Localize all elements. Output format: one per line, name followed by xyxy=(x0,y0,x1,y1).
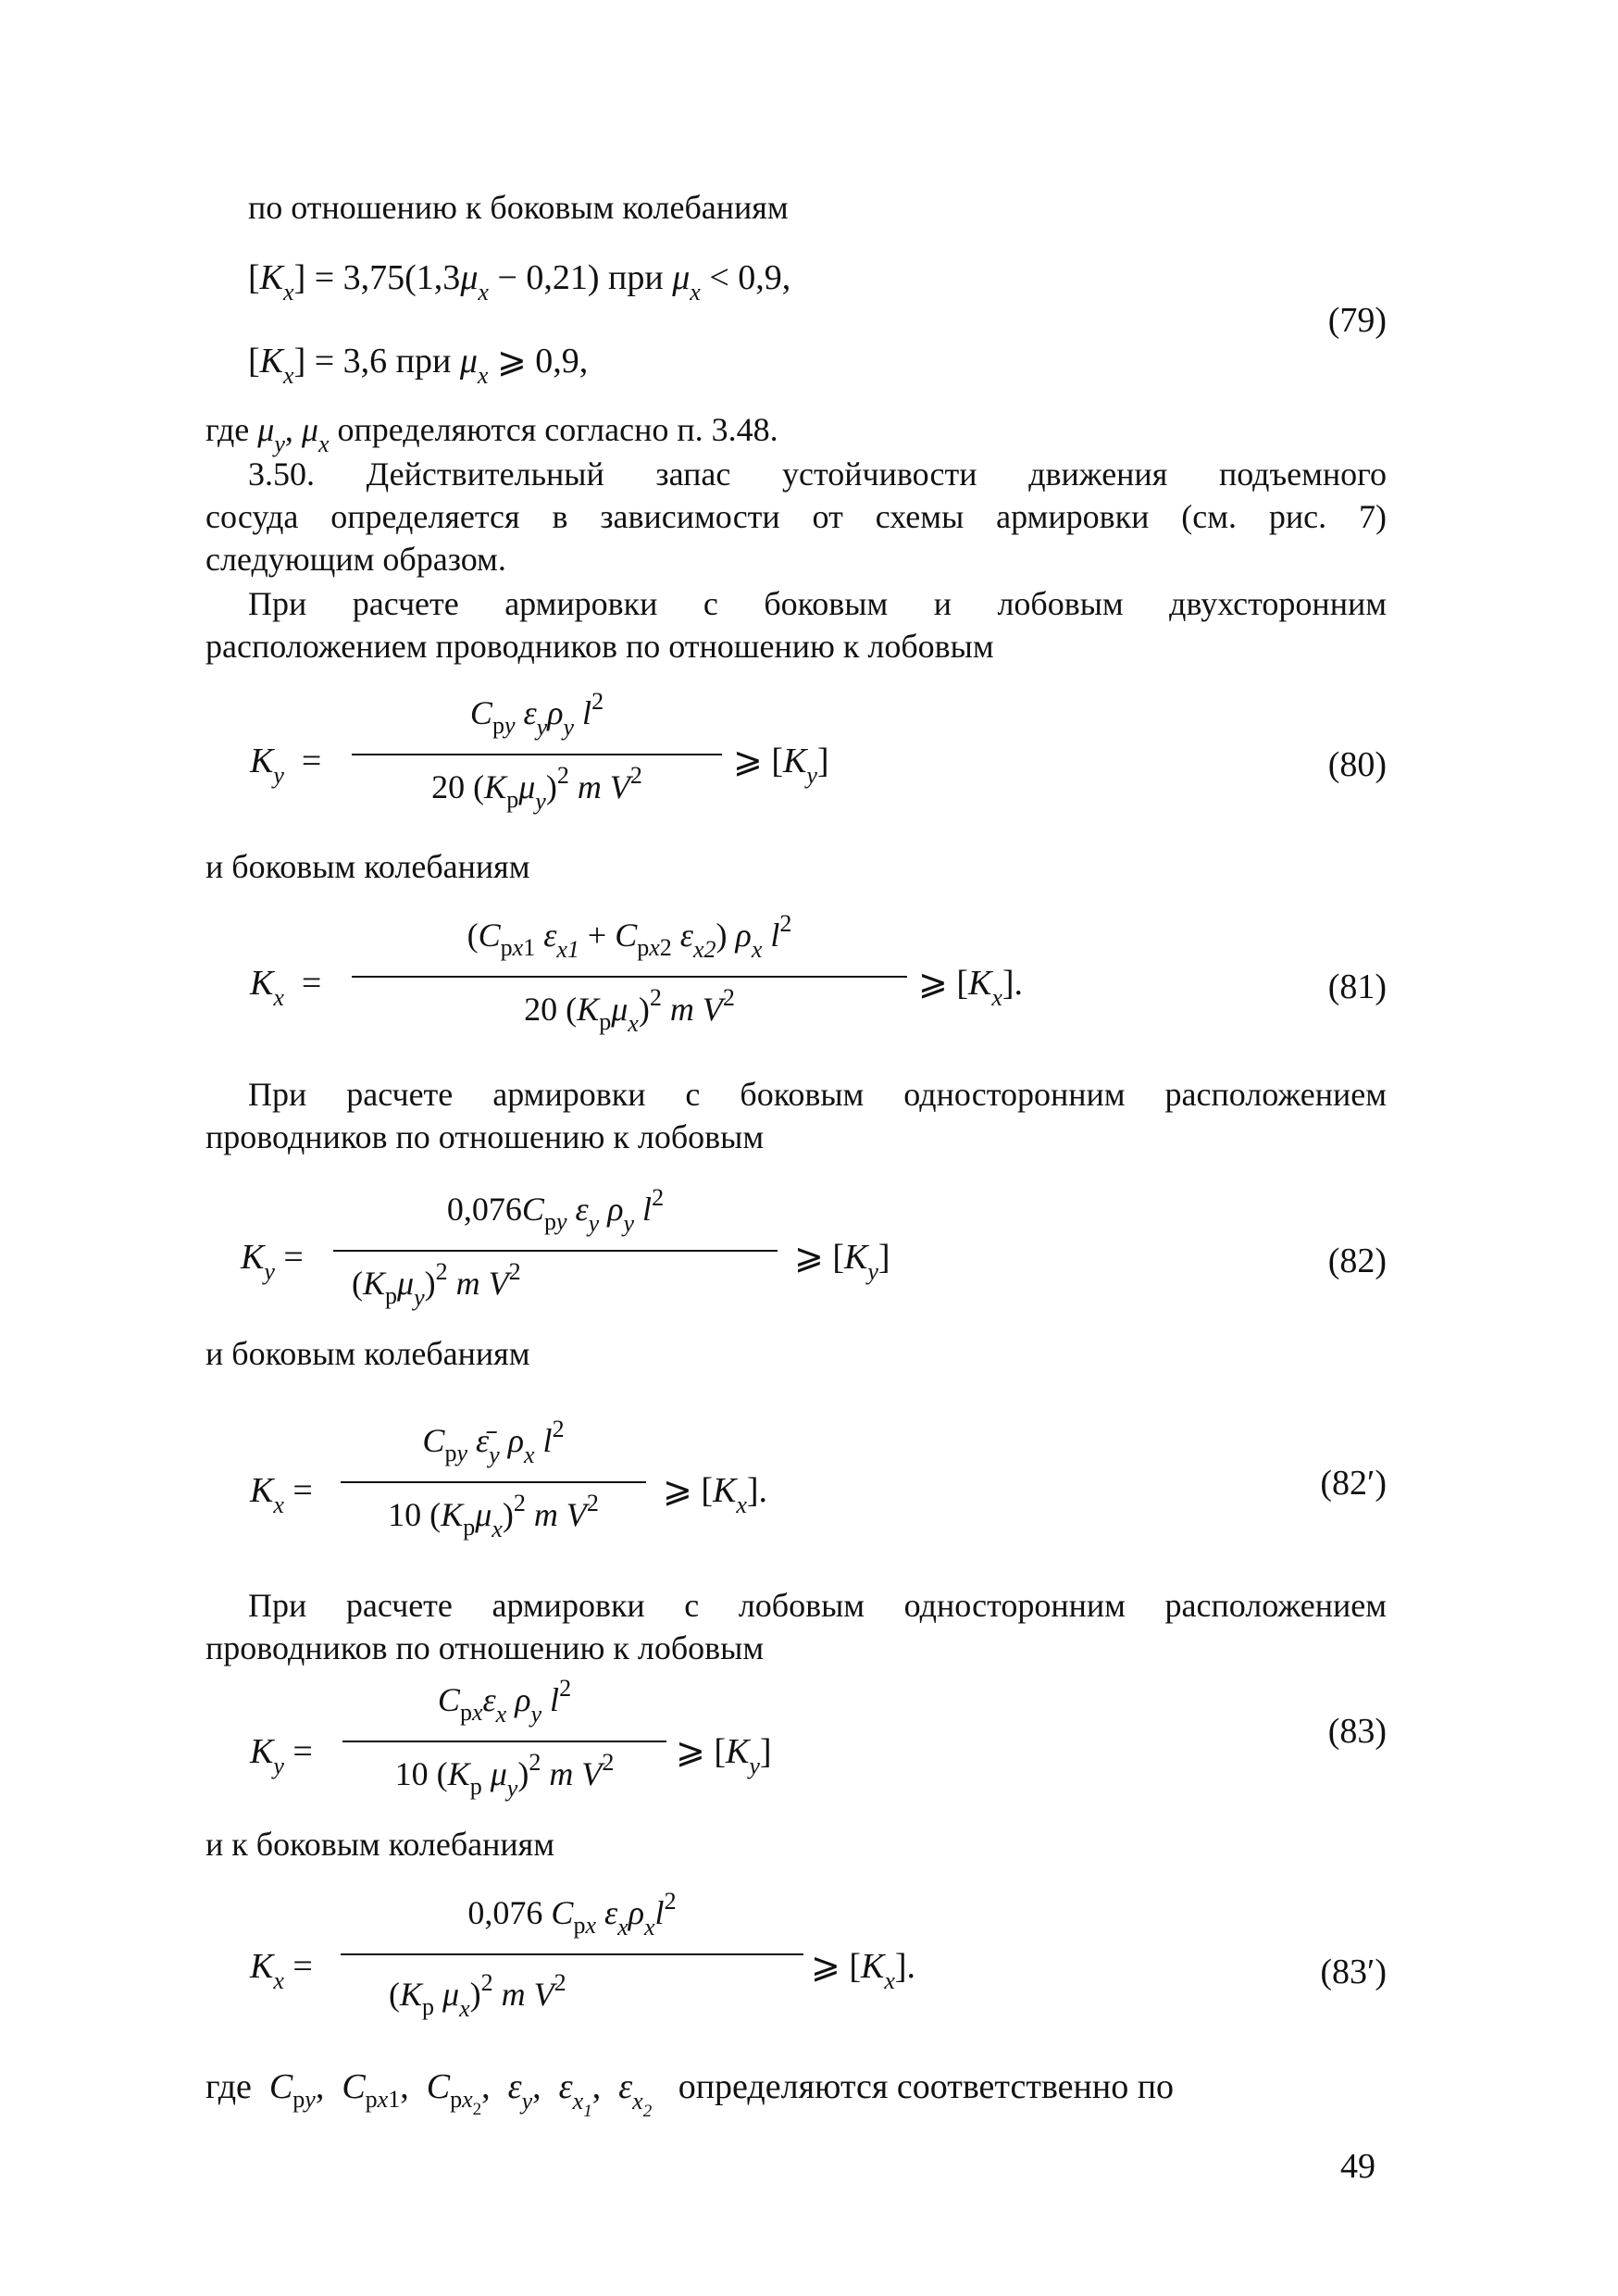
text-line: расположением проводников по отношению к лобовым xyxy=(205,628,994,665)
formula-82-rhs: ⩾ $[K_y]$ xyxy=(794,1238,890,1285)
formula-79-line2: $[K_x] = 3,6$ при $\mu_x$ ⩾ 0,9, xyxy=(248,342,589,389)
formula-83p-rhs: ⩾ $[K_x]$. xyxy=(811,1947,916,1994)
formula-83-rhs: ⩾ $[K_y]$ xyxy=(676,1732,772,1779)
formula-81-lhs: $K_x$ = xyxy=(250,964,322,1011)
text-line: по отношению к боковым колебаниям xyxy=(248,189,789,226)
equation-number: (83′) xyxy=(1320,1953,1387,1991)
where-word: где xyxy=(205,411,250,448)
text-line: следующим образом. xyxy=(205,541,506,578)
formula-81-fraction: ($C_{px1}$ $\varepsilon_{x1} + C_{px2}$ $\varepsilon_{x2}$) $\rho_x$ $l^2$ 20 $(K_p\mu_x)^2$ m $V^2$ xyxy=(352,917,907,1037)
where-tail-text: определяются соответственно по xyxy=(678,2067,1175,2106)
formula-83p-lhs: $K_x$ = xyxy=(250,1947,313,1994)
formula-83-lhs: $K_y$ = xyxy=(250,1732,313,1779)
formula-82-coef: 0,076 xyxy=(446,1191,522,1228)
text-line: При расчете армировки с боковым и лобовым двухсторонним xyxy=(248,585,1387,622)
formula-83-fraction: $C_{px}\varepsilon_x$ $\rho_y$ $l^2$ 10 ($K_p$ $\mu_y)^2$ m $V^2$ xyxy=(342,1681,666,1802)
formula-83p-coef: 0,076 xyxy=(467,1894,543,1931)
equation-number: (80) xyxy=(1327,745,1387,784)
text-line: При расчете армировки с боковым односторонним расположением xyxy=(248,1076,1387,1113)
formula-81-den-coef: 20 xyxy=(524,991,558,1028)
formula-79-coef: = 3,75(1,3 xyxy=(314,258,461,297)
formula-83-den-coef: 10 xyxy=(394,1755,429,1792)
text-line: и боковым колебаниям xyxy=(205,1335,530,1372)
formula-79-cond1: < 0,9, xyxy=(709,258,791,297)
formula-80-den-coef: 20 xyxy=(431,768,466,805)
formula-82-fraction: $0,076C_{py}$ $\varepsilon_y$ $\rho_y$ $l^2$ $(K_p\mu_y)^2$ m $V^2$ xyxy=(333,1191,778,1311)
formula-82p-fraction: $C_{py}$ $\varepsilon̄_y$ $\rho_x$ $l^2$ 10 $(K_p\mu_x)^2$ m $V^2$ xyxy=(341,1422,646,1542)
formula-80-lhs: $K_y$ = xyxy=(250,742,322,789)
formula-79-value2: = 3,6 при xyxy=(314,342,452,381)
where-word: где xyxy=(205,2067,252,2106)
where-text: определяются согласно п. 3.48. xyxy=(337,411,778,448)
formula-82p-lhs: $K_x$ = xyxy=(250,1471,313,1518)
formula-79-tail: − 0,21) при xyxy=(497,258,664,297)
formula-82p-den-coef: 10 xyxy=(388,1496,422,1533)
text-line: 3.50. Действительный запас устойчивости движения подъемного xyxy=(248,455,1387,493)
text-line: сосуда определяется в зависимости от схемы армировки (см. рис. 7) xyxy=(205,498,1387,535)
text-line: и боковым колебаниям xyxy=(205,848,530,885)
equation-number: (81) xyxy=(1327,967,1387,1006)
equation-number: (82′) xyxy=(1320,1464,1387,1503)
equation-number: (79) xyxy=(1327,301,1387,340)
text-line: где $\mu_y$, $\mu_x$ определяются согласно п. 3.48. xyxy=(205,411,778,457)
text-line: и к боковым колебаниям xyxy=(205,1826,554,1863)
formula-80-rhs: ⩾ $[K_y]$ xyxy=(733,742,829,789)
text-line: где $C_{py}$, $C_{px1}$, $C_{px_2}$, $\varepsilon_y$, $\varepsilon_{x_1}$, $\varepsilon_{x_2}$ определяются соответственно по xyxy=(205,2067,1175,2121)
text-line: При расчете армировки с лобовым односторонним расположением xyxy=(248,1587,1387,1624)
equation-number: (82) xyxy=(1327,1242,1387,1280)
formula-79-line1: $[K_x] = 3,75(1,3\mu_x - 0,21)$ при $\mu_x < 0,9$, xyxy=(248,258,791,306)
formula-82p-rhs: ⩾ $[K_x]$. xyxy=(663,1471,768,1518)
equation-number: (83) xyxy=(1327,1712,1387,1751)
text-line: проводников по отношению к лобовым xyxy=(205,1629,765,1666)
formula-82-lhs: $K_y$ = xyxy=(241,1238,304,1285)
formula-79-cond2: ⩾ 0,9, xyxy=(496,342,589,381)
formula-83p-fraction: 0,076 $C_{px}$ $\varepsilon_x\rho_xl^2$ ($K_p$ $\mu_x)^2$ m $V^2$ xyxy=(341,1894,803,2020)
formula-81-rhs: ⩾ $[K_x]$. xyxy=(918,964,1024,1011)
formula-80-fraction: $C_{py}$ $\varepsilon_y\rho_y$ $l^2$ 20 $(K_p\mu_y)^2$ m $V^2$ xyxy=(352,694,722,815)
page-number: 49 xyxy=(1340,2147,1375,2186)
text-line: проводников по отношению к лобовым xyxy=(205,1118,765,1155)
